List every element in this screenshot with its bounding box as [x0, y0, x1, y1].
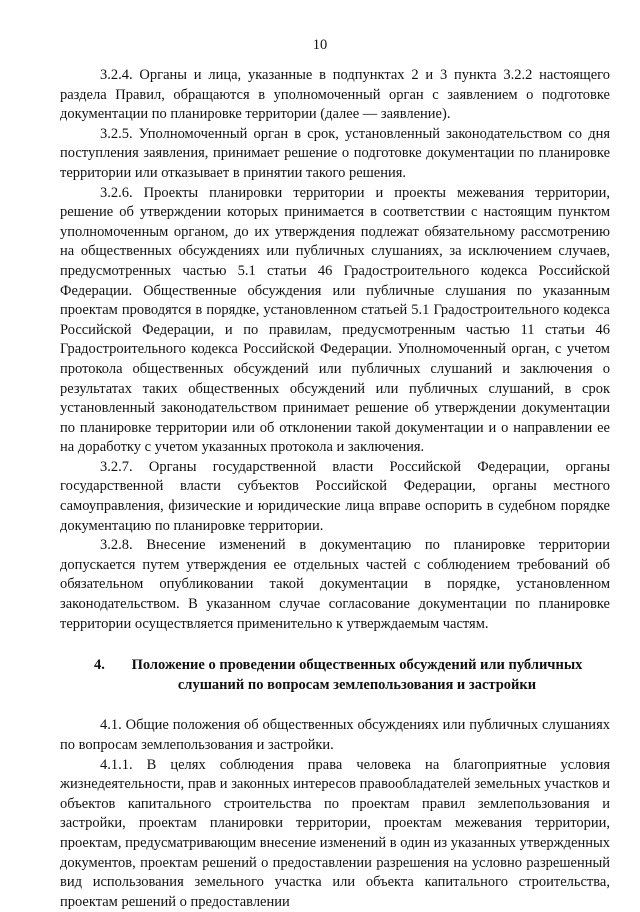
document-body: [60, 66, 610, 912]
paragraph-4-1: 4.1. Общие положения об общественных обсуждениях или публичных слушаниях по вопросам землепользования и застройки.: [60, 717, 610, 753]
section-number: 4.: [94, 657, 105, 674]
paragraph-3-2-5: 3.2.5. Уполномоченный орган в срок, установленный законодательством со дня поступления заявления, принимает решение о подготовке документации по планировке территории или отказывает в принятии такого решения.: [60, 125, 610, 181]
section-title: Положение о проведении общественных обсуждений или публичных слушаний по вопросам землепользования и застройки: [131, 657, 583, 693]
paragraph-3-2-7: 3.2.7. Органы государственной власти Российской Федерации, органы государственной власти субъектов Российской Федерации, органы местного самоуправления, физические и юридические лица вправе оспорить в судебном порядке документацию по планировке территории.: [60, 458, 610, 534]
paragraph-3-2-6: 3.2.6. Проекты планировки территории и проекты межевания территории, решение об утверждении которых принимается в соответствии с настоящим пунктом уполномоченным органом, до их утверждения подлежат обязательному рассмотрению на общественных обсуждениях или публичных слушаниях, за исключением случаев, предусмотренных частью 5.1 статьи 46 Градостроительного кодекса Российской Федерации. Общественные обсуждения или публичные слушания по указанным проектам проводятся в порядке, установленном статьей 5.1 Градостроительного кодекса Российской Федерации, и по правилам, предусмотренным частью 11 статьи 46 Градостроительного кодекса Российской Федерации. Уполномоченный орган, с учетом протокола общественных обсуждений или публичных слушаний и заключения о результатах таких общественных обсуждений или публичных слушаний, в срок установленный законодательством принимает решение об утверждении документации по планировке территории или об отклонении такой документации и о направлении ее на доработку с учетом указанных протокола и заключения.: [60, 184, 610, 456]
section-heading: [60, 656, 610, 695]
page-number: 10: [312, 37, 328, 53]
paragraph-3-2-4: 3.2.4. Органы и лица, указанные в подпунктах 2 и 3 пункта 3.2.2 настоящего раздела Правил, обращаются в уполномоченный орган с заявлением о подготовке документации по планировке территории (далее — заявление).: [60, 67, 610, 123]
paragraph-3-2-8: 3.2.8. Внесение изменений в документацию по планировке территории допускается путем утверждения ее отдельных частей с соблюдением требований об обязательном опубликовании такой документации в порядке, установленном законодательством. В указанном случае согласование документации по планировке территории осуществляется применительно к утверждаемым частям.: [60, 537, 610, 632]
paragraph-4-1-1: 4.1.1. В целях соблюдения права человека на благоприятные условия жизнедеятельности, прав и законных интересов правообладателей земельных участков и объектов капитального строительства по проектам правил землепользования и застройки, проектам планировки территории, проектам межевания территории, проектам, предусматривающим внесение изменений в один из указанных утвержденных документов, проектам решений о предоставлении разрешения на условно разрешенный вид использования земельного участка или объекта капитального строительства, проектам решений о предоставлении: [60, 756, 610, 910]
